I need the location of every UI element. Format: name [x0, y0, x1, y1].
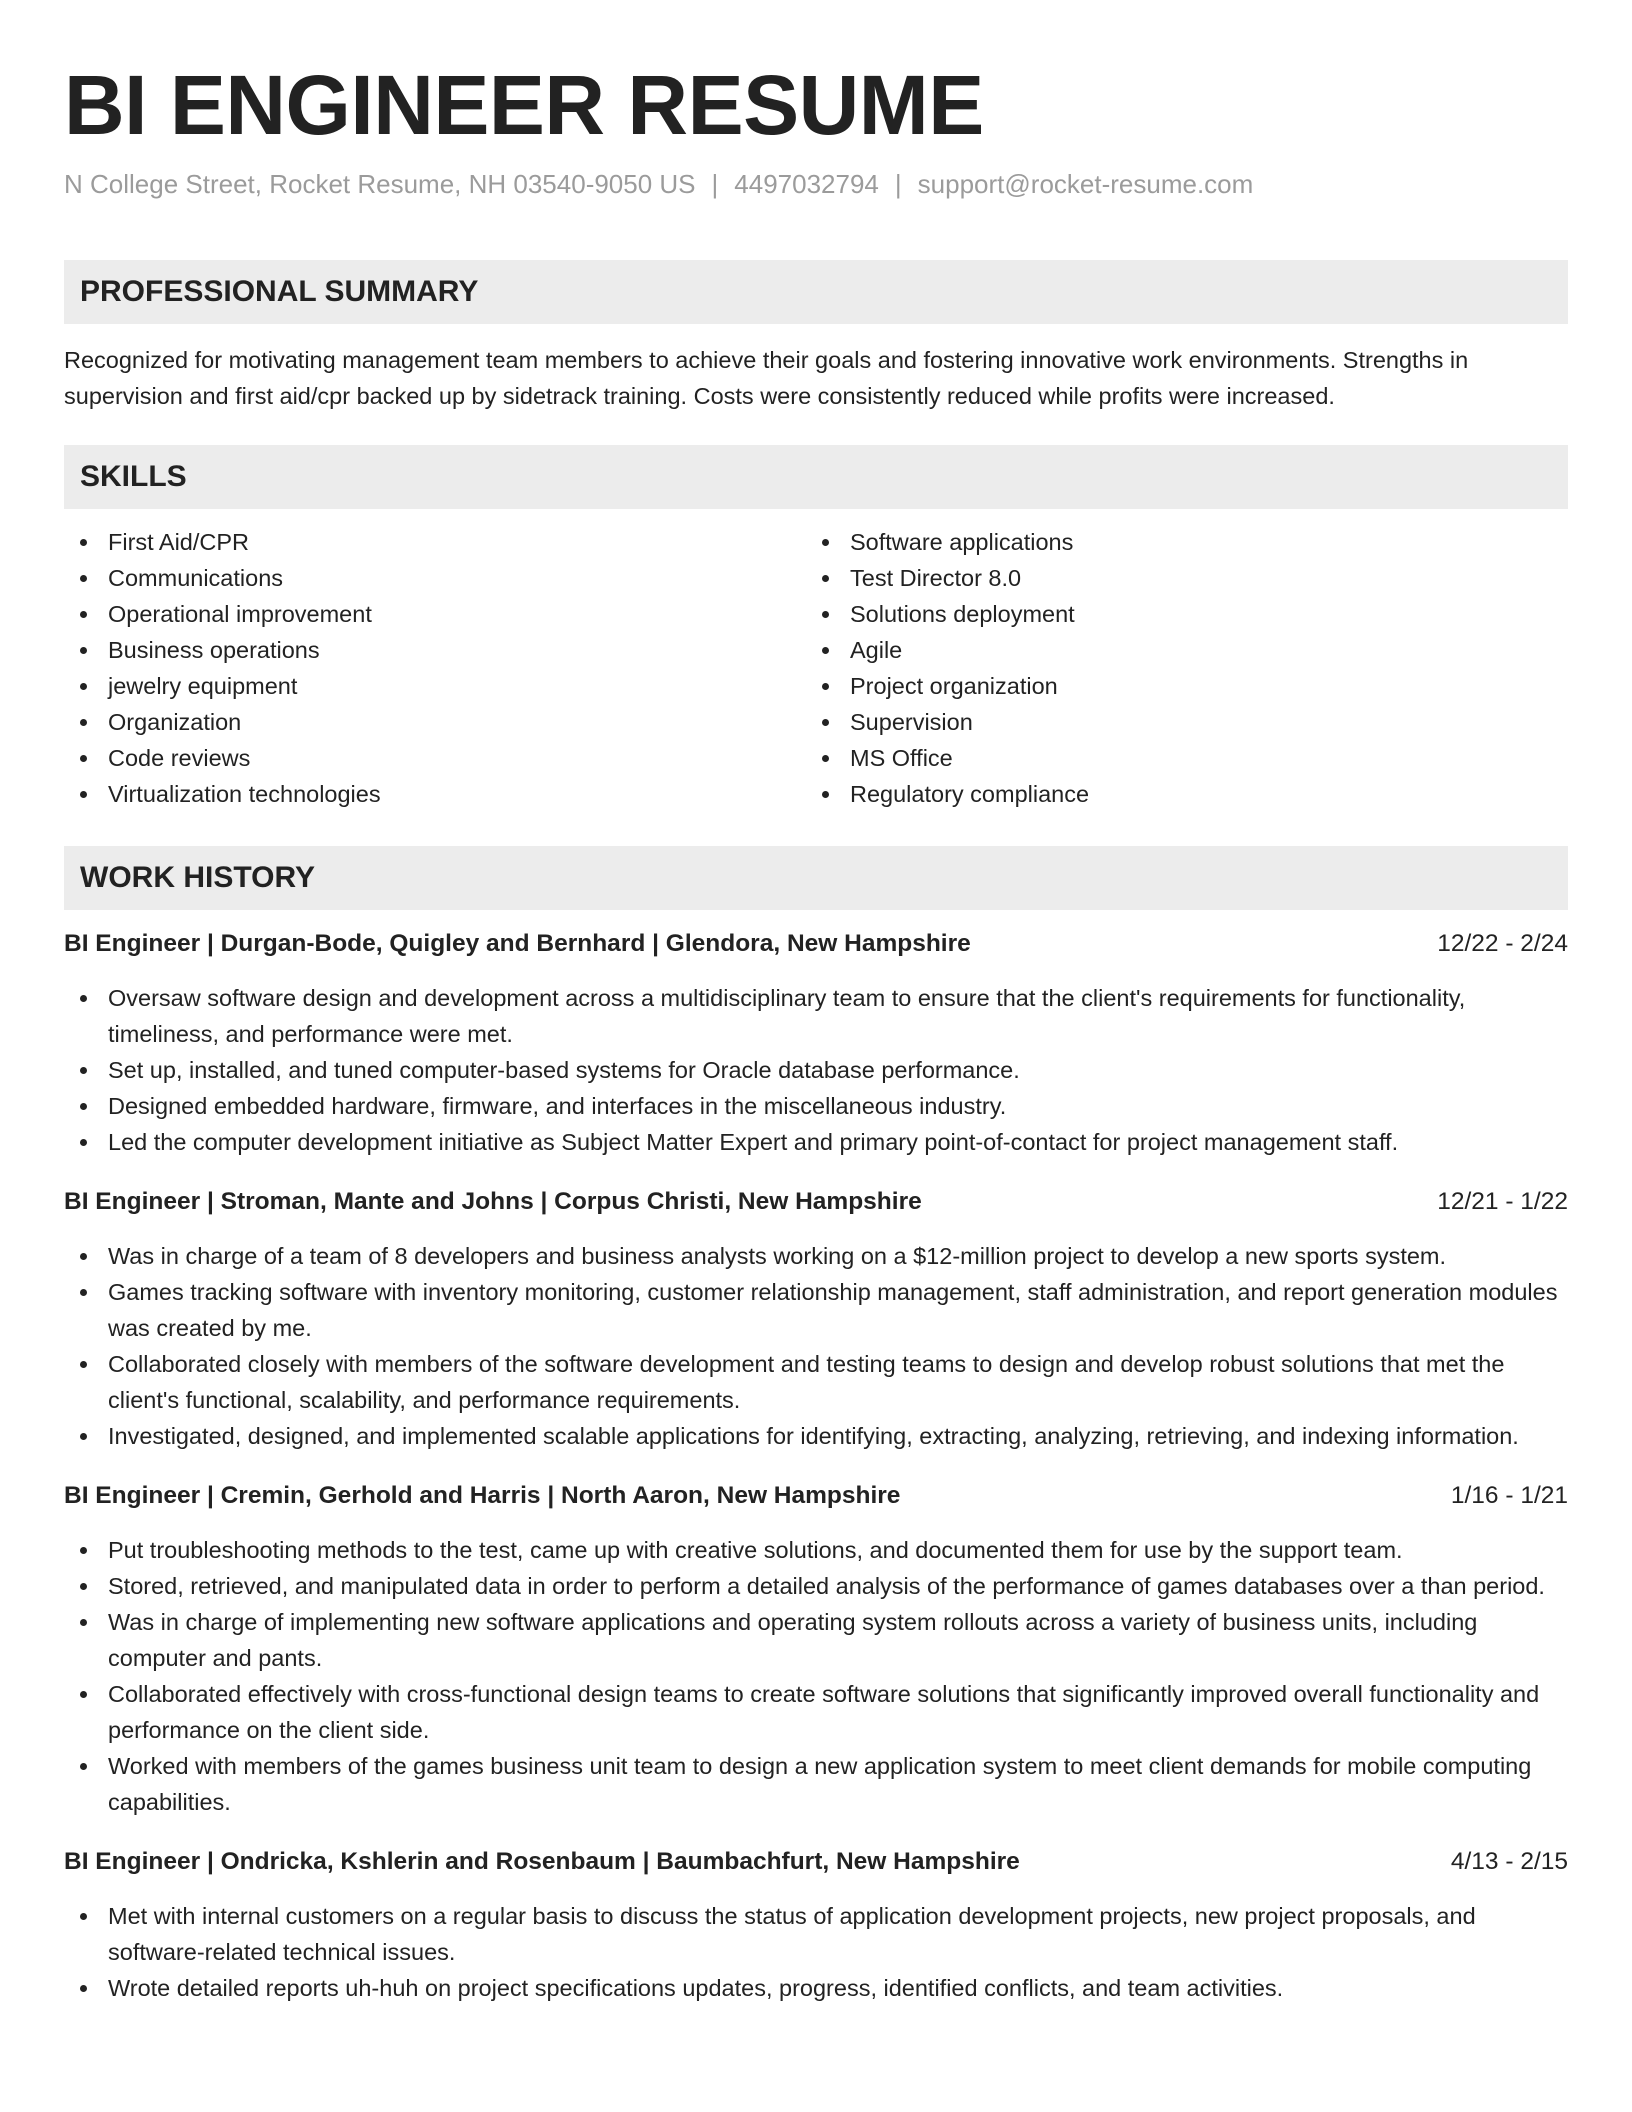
job-title: BI Engineer | Durgan-Bode, Quigley and Bernhard | Glendora, New Hampshire [64, 930, 971, 957]
job-dates: 12/21 - 1/22 [1437, 1188, 1568, 1215]
skill-item: Test Director 8.0 [806, 560, 1548, 596]
summary-text: Recognized for motivating management team members to achieve their goals and fostering innovative work environments. Strengths in supervision and first aid/cpr backed up by sidetrack training. Costs were consistently reduced while profits were increased. [64, 347, 1469, 409]
job-bullet: Games tracking software with inventory monitoring, customer relationship management, staff administration, and report generation modules was created by me. [64, 1274, 1568, 1346]
job-entry [64, 1184, 1568, 1454]
resume-page [64, 0, 1568, 2006]
job-bullet: Met with internal customers on a regular basis to discuss the status of application development projects, new project proposals, and software-related technical issues. [64, 1898, 1568, 1970]
skills-list-left [64, 524, 806, 812]
skill-item: Business operations [64, 632, 806, 668]
section-header-skills: SKILLS [64, 445, 1568, 509]
job-header [64, 1844, 1568, 1880]
job-entry [64, 926, 1568, 1160]
skill-item: jewelry equipment [64, 668, 806, 704]
contact-phone: 4497032794 [734, 169, 879, 199]
job-bullet: Stored, retrieved, and manipulated data in order to perform a detailed analysis of the performance of games databases over a than period. [64, 1568, 1568, 1604]
job-dates: 12/22 - 2/24 [1437, 930, 1568, 957]
skill-item: Solutions deployment [806, 596, 1548, 632]
skill-item: Organization [64, 704, 806, 740]
skill-item: Regulatory compliance [806, 776, 1548, 812]
contact-email: support@rocket-resume.com [917, 169, 1254, 199]
job-bullet: Oversaw software design and development across a multidisciplinary team to ensure that the client's requirements for functionality, timeliness, and performance were met. [64, 980, 1568, 1052]
job-title: BI Engineer | Cremin, Gerhold and Harris | North Aaron, New Hampshire [64, 1482, 901, 1509]
skill-item: Code reviews [64, 740, 806, 776]
job-bullet: Was in charge of implementing new software applications and operating system rollouts across a variety of business units, including computer and pants. [64, 1604, 1568, 1676]
job-dates: 4/13 - 2/15 [1450, 1848, 1568, 1875]
skills-columns [64, 524, 1568, 812]
skill-item: Virtualization technologies [64, 776, 806, 812]
skill-item: Communications [64, 560, 806, 596]
job-bullet: Was in charge of a team of 8 developers and business analysts working on a $12-million project to develop a new sports system. [64, 1238, 1568, 1274]
job-bullets [64, 1238, 1568, 1454]
job-header [64, 1478, 1568, 1514]
job-bullet: Collaborated effectively with cross-functional design teams to create software solutions that significantly improved overall functionality and performance on the client side. [64, 1676, 1568, 1748]
job-bullet: Wrote detailed reports uh-huh on project specifications updates, progress, identified conflicts, and team activities. [64, 1970, 1568, 2006]
job-bullet: Set up, installed, and tuned computer-based systems for Oracle database performance. [64, 1052, 1568, 1088]
contact-address: N College Street, Rocket Resume, NH 03540-9050 US [64, 169, 696, 199]
contact-line [64, 166, 1568, 202]
skill-item: Software applications [806, 524, 1548, 560]
job-bullet: Investigated, designed, and implemented scalable applications for identifying, extracting, analyzing, retrieving, and indexing information. [64, 1418, 1568, 1454]
skill-item: Project organization [806, 668, 1548, 704]
job-entry [64, 1844, 1568, 2006]
resume-title: BI ENGINEER RESUME [64, 58, 984, 152]
section-header-summary: PROFESSIONAL SUMMARY [64, 260, 1568, 324]
job-bullets [64, 1898, 1568, 2006]
job-bullet: Collaborated closely with members of the software development and testing teams to design and develop robust solutions that met the client's functional, scalability, and performance requirements. [64, 1346, 1568, 1418]
skill-item: Agile [806, 632, 1548, 668]
job-title: BI Engineer | Ondricka, Kshlerin and Rosenbaum | Baumbachfurt, New Hampshire [64, 1848, 1020, 1875]
job-header [64, 926, 1568, 962]
skill-item: MS Office [806, 740, 1548, 776]
job-entry [64, 1478, 1568, 1820]
section-header-work-history: WORK HISTORY [64, 846, 1568, 910]
job-bullet: Worked with members of the games business unit team to design a new application system to meet client demands for mobile computing capabilities. [64, 1748, 1568, 1820]
skill-item: First Aid/CPR [64, 524, 806, 560]
job-bullet: Put troubleshooting methods to the test, came up with creative solutions, and documented them for use by the support team. [64, 1532, 1568, 1568]
skill-item: Supervision [806, 704, 1548, 740]
job-bullet: Designed embedded hardware, firmware, and interfaces in the miscellaneous industry. [64, 1088, 1568, 1124]
skills-list-right [806, 524, 1548, 812]
job-bullet: Led the computer development initiative as Subject Matter Expert and primary point-of-contact for project management staff. [64, 1124, 1568, 1160]
contact-separator: | [711, 169, 719, 199]
job-bullets [64, 980, 1568, 1160]
job-bullets [64, 1532, 1568, 1820]
job-title: BI Engineer | Stroman, Mante and Johns | Corpus Christi, New Hampshire [64, 1188, 922, 1215]
job-header [64, 1184, 1568, 1220]
job-dates: 1/16 - 1/21 [1450, 1482, 1568, 1509]
contact-separator: | [894, 169, 902, 199]
skill-item: Operational improvement [64, 596, 806, 632]
